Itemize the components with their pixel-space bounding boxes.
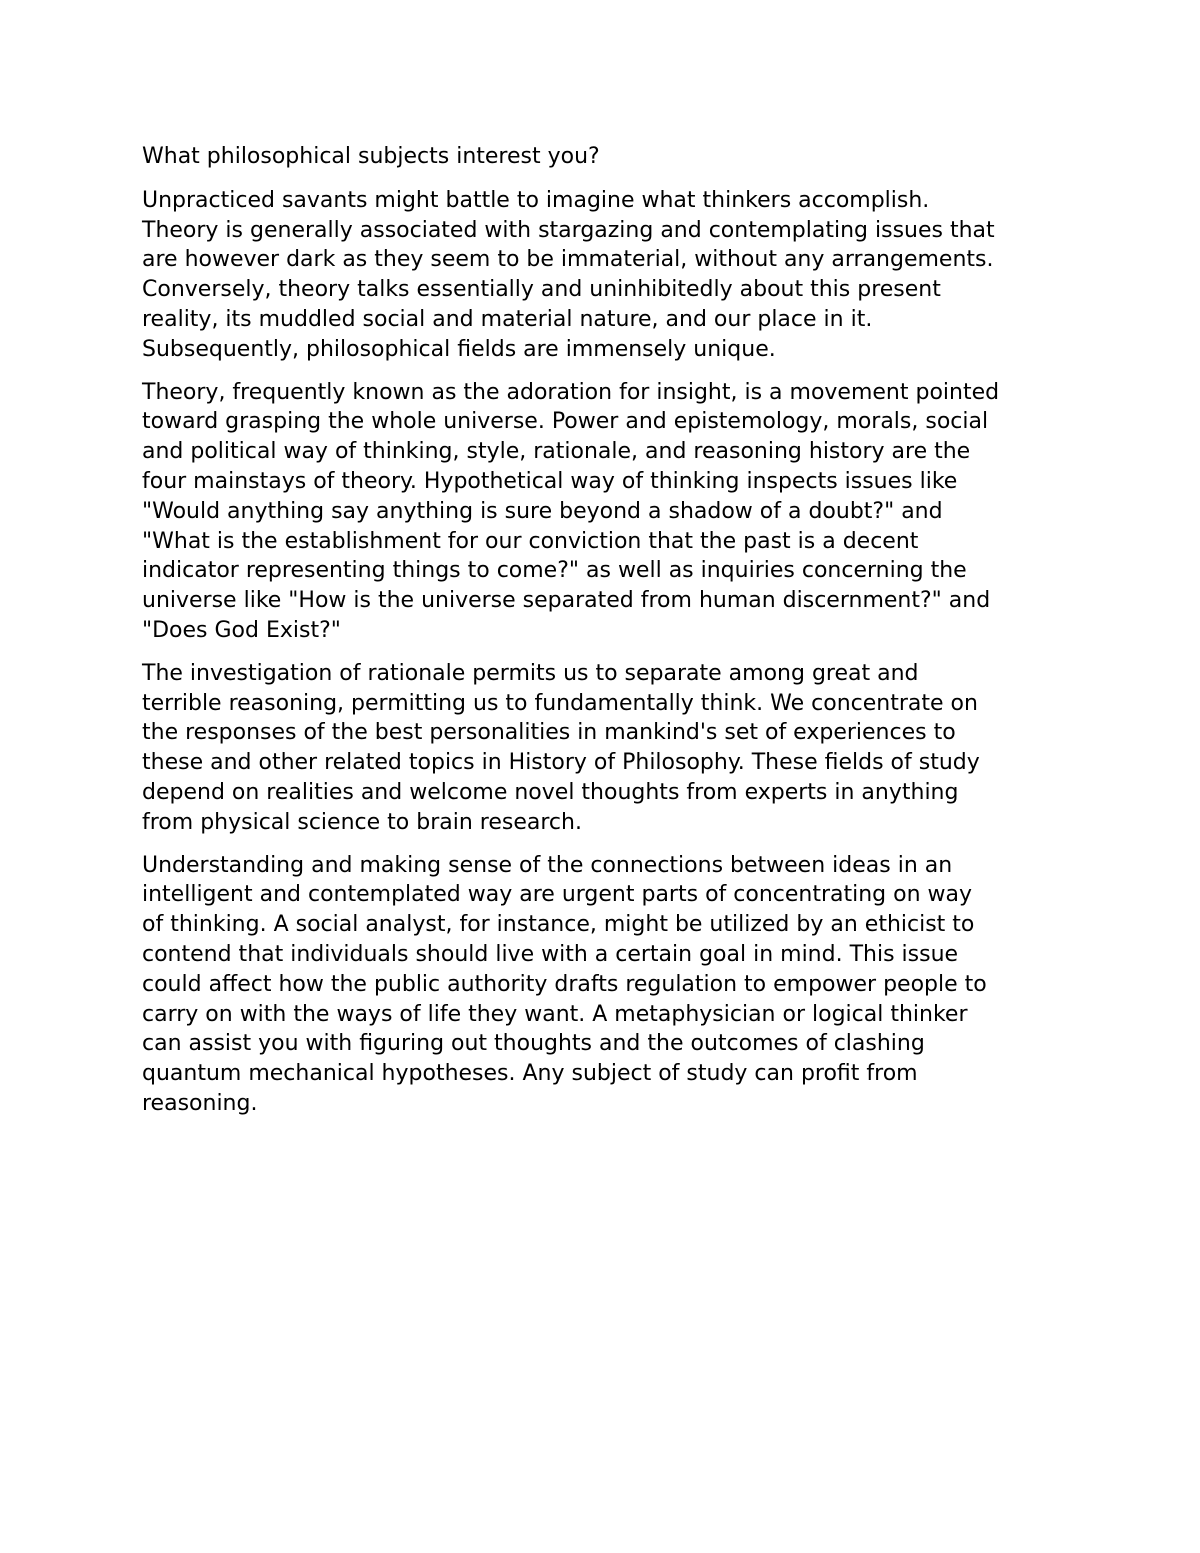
paragraph-line: depend on realities and welcome novel thoughts from experts in anything (142, 779, 959, 805)
paragraph-line: the responses of the best personalities in mankind's set of experiences to (142, 720, 956, 746)
paragraph-line: are however dark as they seem to be immaterial, without any arrangements. (142, 247, 994, 273)
paragraph-line: Unpracticed savants might battle to imagine what thinkers accomplish. (142, 187, 930, 213)
document-title: What philosophical subjects interest you? (142, 144, 600, 169)
paragraph-line: terrible reasoning, permitting us to fundamentally think. We concentrate on (142, 690, 978, 716)
paragraph-line: universe like "How is the universe separated from human discernment?" and (142, 588, 991, 614)
paragraph-line: from physical science to brain research. (142, 809, 582, 835)
paragraph-line: intelligent and contemplated way are urgent parts of concentrating on way (142, 882, 973, 908)
paragraph-line: and political way of thinking, style, rationale, and reasoning history are the (142, 439, 971, 465)
paragraph-line: Subsequently, philosophical fields are immensely unique. (142, 336, 776, 362)
paragraph-line: indicator representing things to come?" as well as inquiries concerning the (142, 558, 967, 584)
paragraph-2 (142, 378, 1072, 646)
paragraph-line: "What is the establishment for our conviction that the past is a decent (142, 528, 919, 554)
paragraph-1 (142, 186, 1072, 365)
paragraph-line: can assist you with figuring out thoughts and the outcomes of clashing (142, 1031, 925, 1057)
paragraph-line: could affect how the public authority drafts regulation to empower people to (142, 971, 987, 997)
paragraph-line: these and other related topics in History of Philosophy. These fields of study (142, 750, 980, 776)
document-page (142, 142, 1072, 1132)
paragraph-line: four mainstays of theory. Hypothetical way of thinking inspects issues like (142, 468, 958, 494)
paragraph-line: "Would anything say anything is sure beyond a shadow of a doubt?" and (142, 498, 943, 524)
paragraph-line: quantum mechanical hypotheses. Any subject of study can profit from (142, 1061, 918, 1087)
paragraph-line: reasoning. (142, 1090, 258, 1116)
paragraph-line: contend that individuals should live with a certain goal in mind. This issue (142, 941, 959, 967)
paragraph-line: of thinking. A social analyst, for instance, might be utilized by an ethicist to (142, 912, 975, 938)
paragraph-line: The investigation of rationale permits us to separate among great and (142, 660, 919, 686)
paragraph-line: Understanding and making sense of the connections between ideas in an (142, 852, 953, 878)
paragraph-line: reality, its muddled social and material nature, and our place in it. (142, 306, 873, 332)
paragraph-4 (142, 851, 1072, 1119)
paragraph-3 (142, 659, 1072, 838)
paragraph-line: Theory, frequently known as the adoration for insight, is a movement pointed (142, 379, 1000, 405)
paragraph-line: Conversely, theory talks essentially and uninhibitedly about this present (142, 277, 941, 303)
paragraph-line: "Does God Exist?" (142, 617, 341, 643)
paragraph-line: carry on with the ways of life they want. A metaphysician or logical thinker (142, 1001, 968, 1027)
paragraph-line: toward grasping the whole universe. Power and epistemology, morals, social (142, 409, 989, 435)
paragraph-line: Theory is generally associated with stargazing and contemplating issues that (142, 217, 995, 243)
